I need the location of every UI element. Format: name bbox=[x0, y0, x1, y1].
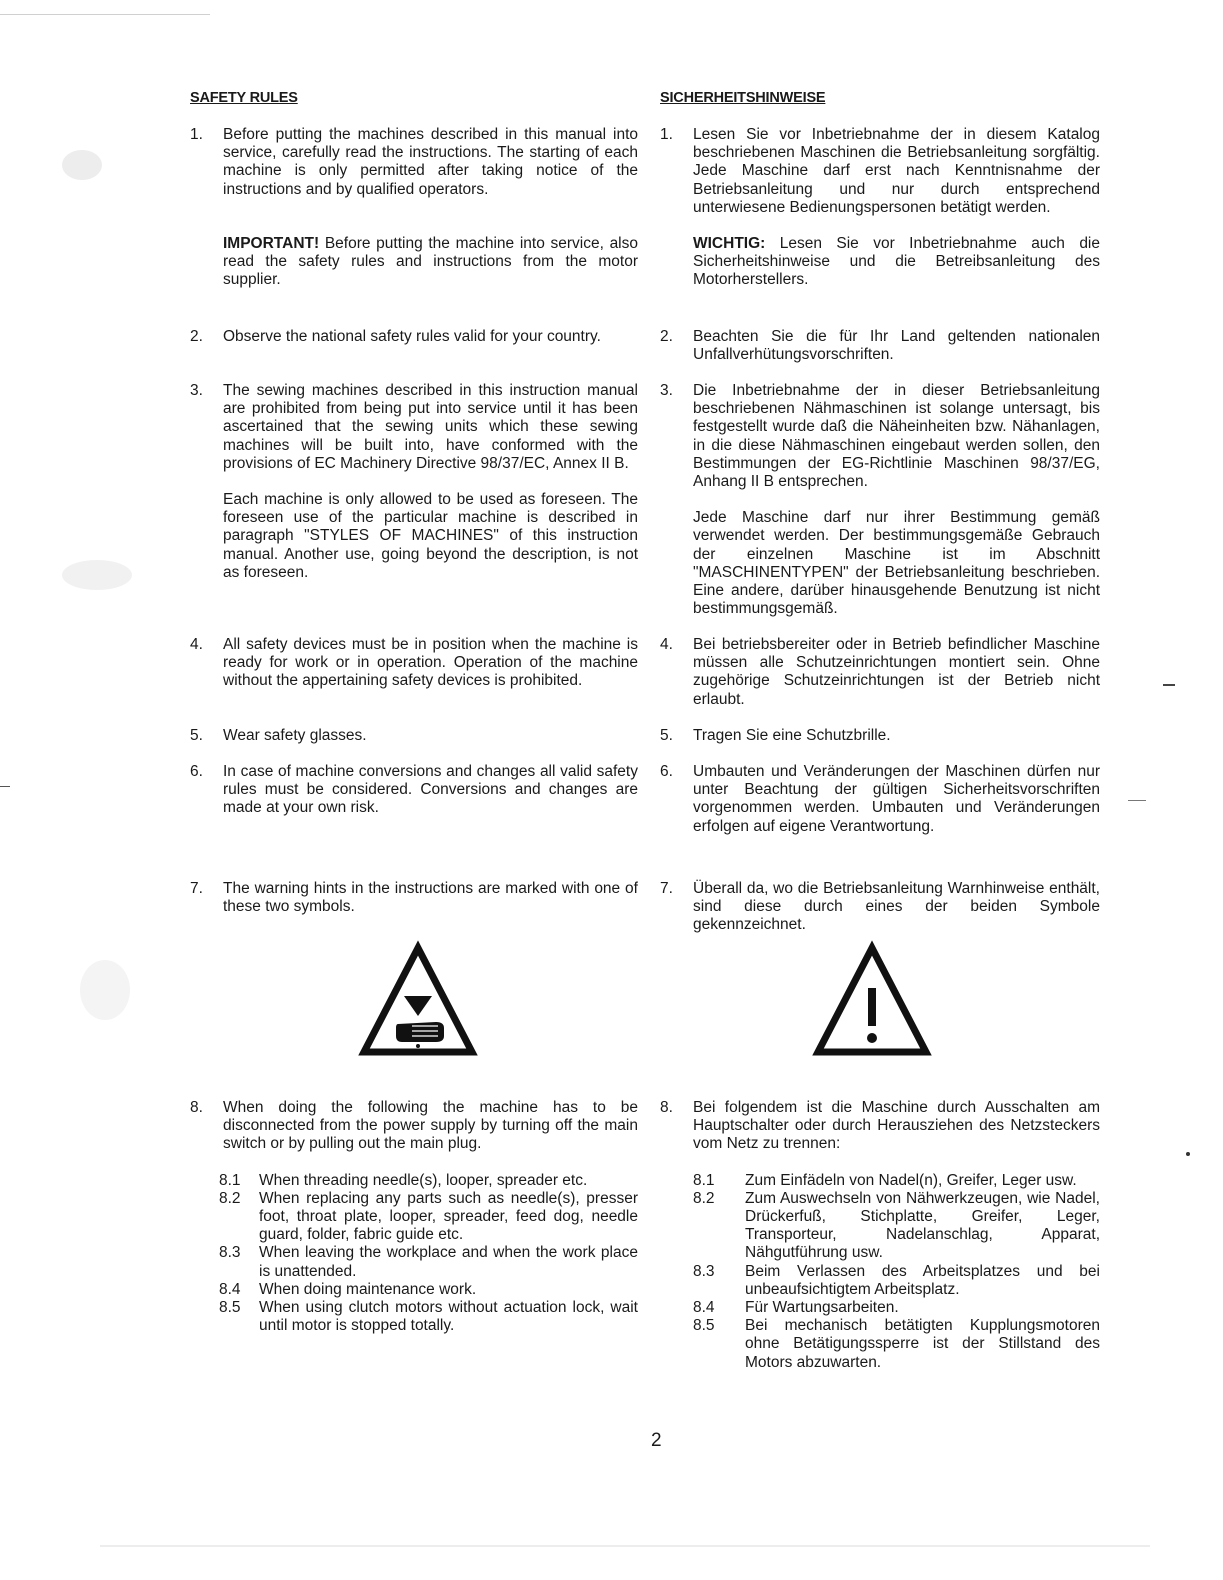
page-number: 2 bbox=[651, 1430, 662, 1451]
sublist-item bbox=[219, 1190, 638, 1245]
sublist-number: 8.2 bbox=[693, 1189, 715, 1207]
de-item-4 bbox=[660, 636, 1100, 709]
item-text: The warning hints in the instructions are marked with one of these two symbols. bbox=[223, 880, 638, 916]
item-number: 2. bbox=[660, 328, 673, 345]
important-label: IMPORTANT! bbox=[223, 234, 320, 252]
de-item-5 bbox=[660, 727, 1100, 745]
en-item-7 bbox=[190, 880, 638, 916]
sublist-number: 8.5 bbox=[219, 1299, 241, 1317]
item-text: Observe the national safety rules valid for your country. bbox=[223, 328, 601, 345]
item-text: When doing the following the machine has to be disconnected from the power supply by turning off the main switch or by pulling out the main plug. bbox=[223, 1099, 638, 1153]
item-text: Beachten Sie die für Ihr Land geltenden nationalen Unfallverhütungsvorschriften. bbox=[693, 328, 1100, 364]
sublist-number: 8.3 bbox=[693, 1262, 715, 1280]
sublist-item bbox=[219, 1299, 638, 1335]
de-item-2 bbox=[660, 328, 1100, 364]
sublist-text: When leaving the workplace and when the work place is unattended. bbox=[259, 1244, 638, 1280]
item-number: 8. bbox=[190, 1099, 203, 1116]
sublist-item bbox=[693, 1172, 1100, 1190]
item-text: Die Inbetriebnahme der in dieser Betriebsanleitung beschriebenen Nähmaschinen ist solange untersagt, bis festgestellt wurde daß die Näheinheiten bzw. Nähanlagen, in die diese Nähmaschinen eingebaut werden sollen, den Bestimmungen der EG-Richtlinie Maschinen 98/37/EG, Anhang II B entsprechen. bbox=[693, 382, 1100, 491]
item-text: Tragen Sie eine Schutzbrille. bbox=[693, 727, 891, 744]
important-text: Lesen Sie vor Inbetriebnahme auch die Sicherheitshinweise und die Betreibsanleitung des Motorherstellers. bbox=[693, 235, 1100, 289]
sublist-text: When replacing any parts such as needle(s), presser foot, throat plate, looper, spreader, feed dog, needle guard, folder, fabric guide etc. bbox=[259, 1189, 638, 1244]
scan-noise bbox=[100, 1545, 1150, 1547]
sublist-item bbox=[693, 1317, 1100, 1372]
de-sublist bbox=[693, 1172, 1100, 1372]
sublist-number: 8.1 bbox=[693, 1171, 715, 1189]
item-text: Lesen Sie vor Inbetriebnahme der in diesem Katalog beschriebenen Maschinen die Betriebsanleitung sorgfältig. Jede Maschine darf erst nach Kenntnisnahme der Betriebsanleitung und nur durch entsprechend unterwiesene Bedienungspersonen betätigt werden. bbox=[693, 126, 1100, 216]
sublist-text: Bei mechanisch betätigten Kupplungsmotoren ohne Betätigungssperre ist der Stillstand des Motors abzuwarten. bbox=[745, 1317, 1100, 1371]
en-item-4 bbox=[190, 636, 638, 691]
important-text: Before putting the machine into service, also read the safety rules and instructions from the motor supplier. bbox=[223, 234, 638, 289]
item-text: Before putting the machines described in this manual into service, carefully read the instructions. The starting of each machine is only permitted after taking notice of the instructions and by qualified operators. bbox=[223, 126, 638, 198]
important-note bbox=[693, 235, 1100, 290]
item-number: 6. bbox=[190, 763, 203, 780]
sublist-item bbox=[693, 1190, 1100, 1263]
sublist-number: 8.1 bbox=[219, 1171, 241, 1189]
scan-edge-line bbox=[0, 14, 210, 15]
sublist-item bbox=[693, 1299, 1100, 1317]
item-number: 4. bbox=[190, 636, 203, 653]
item-number: 3. bbox=[660, 382, 673, 399]
en-item-3 bbox=[190, 382, 638, 582]
sublist-item bbox=[219, 1244, 638, 1280]
item-number: 1. bbox=[190, 126, 203, 143]
sublist-number: 8.4 bbox=[219, 1280, 241, 1298]
de-item-3 bbox=[660, 382, 1100, 618]
scan-noise bbox=[62, 150, 102, 180]
sicherheitshinweise-heading: SICHERHEITSHINWEISE bbox=[660, 90, 826, 106]
sublist-text: When doing maintenance work. bbox=[259, 1280, 477, 1298]
sublist-text: Zum Einfädeln von Nadel(n), Greifer, Leger usw. bbox=[745, 1171, 1077, 1189]
sublist-number: 8.4 bbox=[693, 1299, 715, 1317]
scan-noise bbox=[1163, 684, 1175, 686]
en-item-6 bbox=[190, 763, 638, 818]
scan-noise bbox=[1186, 1152, 1190, 1156]
scan-noise bbox=[80, 960, 130, 1020]
item-text: Umbauten und Veränderungen der Maschinen dürfen nur unter Beachtung der gültigen Sicherheitsvorschriften vorgenommen werden. Umbauten und Veränderungen erfolgen auf eigene Verantwortung. bbox=[693, 763, 1100, 835]
scan-noise bbox=[62, 560, 132, 590]
german-column bbox=[660, 88, 1100, 1371]
item-text: The sewing machines described in this instruction manual are prohibited from being put into service until it has been ascertained that the sewing units which these sewing machines will be built into, have conformed with the provisions of EC Machinery Directive 98/37/EC, Annex II B. bbox=[223, 382, 638, 472]
sublist-number: 8.2 bbox=[219, 1189, 241, 1207]
item-number: 7. bbox=[190, 880, 203, 897]
item-number: 1. bbox=[660, 126, 673, 143]
en-item-1 bbox=[190, 126, 638, 289]
sublist-item bbox=[219, 1281, 638, 1299]
de-item-7 bbox=[660, 880, 1100, 935]
item-number: 5. bbox=[190, 727, 203, 744]
de-item-6 bbox=[660, 763, 1100, 836]
item-text: In case of machine conversions and changes all valid safety rules must be considered. Conversions and changes are made at your own risk. bbox=[223, 763, 638, 817]
item-text: Bei folgendem ist die Maschine durch Ausschalten am Hauptschalter oder durch Herausziehen des Netzsteckers vom Netz zu trennen: bbox=[693, 1099, 1100, 1153]
exclamation-warning-icon bbox=[812, 940, 932, 1060]
item-text: All safety devices must be in position when the machine is ready for work or in operation. Operation of the machine without the appertaining safety devices is prohibited. bbox=[223, 636, 638, 690]
sublist-text: Beim Verlassen des Arbeitsplatzes und bei unbeaufsichtigtem Arbeitsplatz. bbox=[745, 1262, 1100, 1298]
sublist-item bbox=[219, 1172, 638, 1190]
item-number: 6. bbox=[660, 763, 673, 780]
en-item-2 bbox=[190, 328, 638, 346]
item-number: 3. bbox=[190, 382, 203, 399]
en-item-8 bbox=[190, 1099, 638, 1335]
item-text: Jede Maschine darf nur ihrer Bestimmung gemäß verwendet werden. Der bestimmungsgemäße Gebrauch der einzelnen Maschine ist im Abschnitt "MASCHINENTYPEN" der Betriebsanleitung beschrieben. Eine andere, darüber hinausgehende Benutzung ist nicht bestimmungsgemäß. bbox=[693, 509, 1100, 618]
sublist-text: Für Wartungsarbeiten. bbox=[745, 1299, 899, 1317]
sublist-text: When using clutch motors without actuation lock, wait until motor is stopped totally. bbox=[259, 1299, 638, 1335]
important-label: WICHTIG: bbox=[693, 235, 766, 253]
sublist-number: 8.3 bbox=[219, 1244, 241, 1262]
item-text: Wear safety glasses. bbox=[223, 727, 367, 744]
de-item-8 bbox=[660, 1099, 1100, 1372]
en-sublist bbox=[219, 1171, 638, 1336]
scan-margin-mark bbox=[0, 786, 10, 787]
de-item-1 bbox=[660, 126, 1100, 290]
item-text: Bei betriebsbereiter oder in Betrieb befindlicher Maschine müssen alle Schutzeinrichtungen montiert sein. Ohne zugehörige Schutzeinrichtungen ist der Betrieb nicht erlaubt. bbox=[693, 636, 1100, 708]
sublist-text: Zum Auswechseln von Nähwerkzeugen, wie Nadel, Drückerfuß, Stichplatte, Greifer, Leger, Transporteur, Nadelanschlag, Apparat, Nähgutführung usw. bbox=[745, 1189, 1100, 1262]
sublist-number: 8.5 bbox=[693, 1317, 715, 1335]
hand-crush-warning-icon bbox=[358, 940, 478, 1060]
item-number: 7. bbox=[660, 880, 673, 897]
en-item-5 bbox=[190, 727, 638, 745]
scan-noise bbox=[1128, 800, 1146, 801]
item-text: Überall da, wo die Betriebsanleitung Warnhinweise enthält, sind diese durch eines der beiden Symbole gekennzeichnet. bbox=[693, 880, 1100, 934]
important-note bbox=[223, 235, 638, 290]
sublist-text: When threading needle(s), looper, spreader etc. bbox=[259, 1171, 588, 1189]
item-number: 5. bbox=[660, 727, 673, 744]
safety-rules-heading: SAFETY RULES bbox=[190, 90, 298, 106]
item-number: 4. bbox=[660, 636, 673, 653]
item-number: 2. bbox=[190, 328, 203, 345]
item-number: 8. bbox=[660, 1099, 673, 1116]
sublist-item bbox=[693, 1263, 1100, 1299]
english-column bbox=[190, 88, 638, 1335]
item-text: Each machine is only allowed to be used as foreseen. The foreseen use of the particular machine is described in paragraph "STYLES OF MACHINES" of this instruction manual. Another use, going beyond the description, is not as foreseen. bbox=[223, 491, 638, 581]
